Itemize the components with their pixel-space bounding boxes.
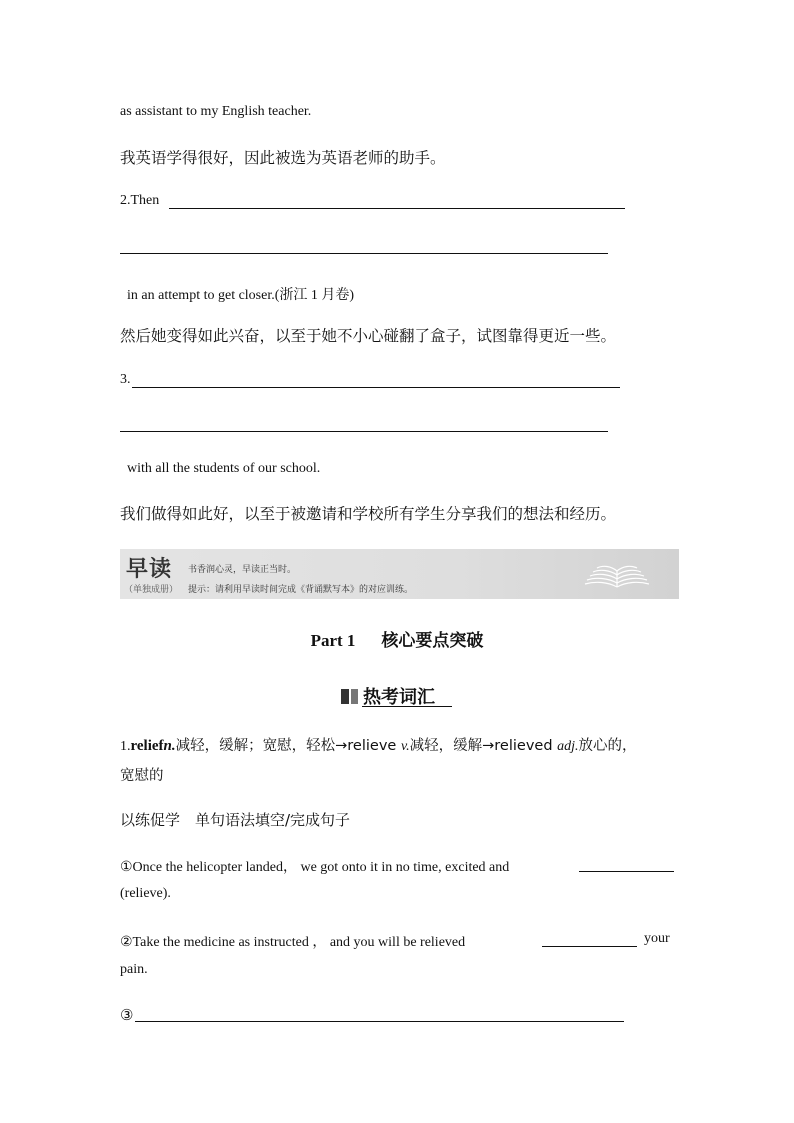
part-title: 核心要点突破 <box>381 631 484 651</box>
question-2-text-after: your <box>644 931 670 946</box>
vocab-entry <box>120 734 637 755</box>
sentence-1-translation: 我英语学得很好，因此被选为英语老师的助手。 <box>120 149 446 167</box>
banner-tip: 提示：请利用早读时间完成《背诵默写本》的对应训练。 <box>188 585 414 595</box>
question-3-number: ③ <box>120 1008 134 1024</box>
vocab-entry-cont: 宽慰的 <box>120 768 164 784</box>
sentence-3-blank-1[interactable] <box>132 387 620 388</box>
vocab-meaning: 减轻，缓解；宽慰，轻松→relieve <box>175 738 401 754</box>
vocab-pos: n. <box>163 738 176 754</box>
section-marker-icon-2 <box>351 689 358 704</box>
section-marker-icon <box>341 689 349 704</box>
vocab-meaning-2: 减轻，缓解→relieved <box>409 738 558 754</box>
vocab-pos-3: adj. <box>557 739 579 754</box>
question-1-text: ①Once the helicopter landed， we got onto it in no time, excited and <box>120 860 510 875</box>
vocab-pos-2: v. <box>400 739 410 754</box>
section-title: 热考词汇 <box>363 687 435 708</box>
vocab-number: 1. <box>120 739 131 754</box>
question-1-blank[interactable] <box>579 871 674 872</box>
section-underline <box>362 706 452 707</box>
sentence-2-tail: in an attempt to get closer.(浙江 1 月卷) <box>127 288 355 303</box>
sentence-3-translation: 我们做得如此好，以至于被邀请和学校所有学生分享我们的想法和经历。 <box>120 505 617 523</box>
open-book-icon <box>582 557 652 593</box>
part-label: Part 1 <box>310 631 356 650</box>
banner-subtitle: （单独成册） <box>124 585 179 595</box>
sentence-2-blank-2[interactable] <box>120 253 608 254</box>
sentence-3-blank-2[interactable] <box>120 431 608 432</box>
morning-reading-banner <box>120 549 679 599</box>
sentence-1-tail: as assistant to my English teacher. <box>120 104 312 119</box>
sentence-3-head: 3. <box>120 372 131 387</box>
part-heading <box>0 626 794 651</box>
question-3-blank[interactable] <box>135 1021 624 1022</box>
sentence-2-translation: 然后她变得如此兴奋，以至于她不小心碰翻了盒子，试图靠得更近一些。 <box>120 327 617 345</box>
question-2-text: ②Take the medicine as instructed ， and you will be relieved <box>120 935 466 950</box>
vocab-meaning-3: 放心的， <box>578 738 637 754</box>
banner-title: 早读 <box>126 556 173 582</box>
practice-label: 以练促学 单句语法填空/完成句子 <box>120 811 351 829</box>
vocab-word: relief <box>130 738 164 754</box>
sentence-2-head: 2.Then <box>120 193 160 208</box>
sentence-3-tail: with all the students of our school. <box>127 461 321 476</box>
banner-slogan: 书香润心灵，早读正当时。 <box>188 565 297 575</box>
question-2-blank[interactable] <box>542 946 637 947</box>
question-2-text-cont: pain. <box>120 962 148 977</box>
question-1-text-cont: (relieve). <box>120 886 171 901</box>
sentence-2-blank-1[interactable] <box>169 208 625 209</box>
